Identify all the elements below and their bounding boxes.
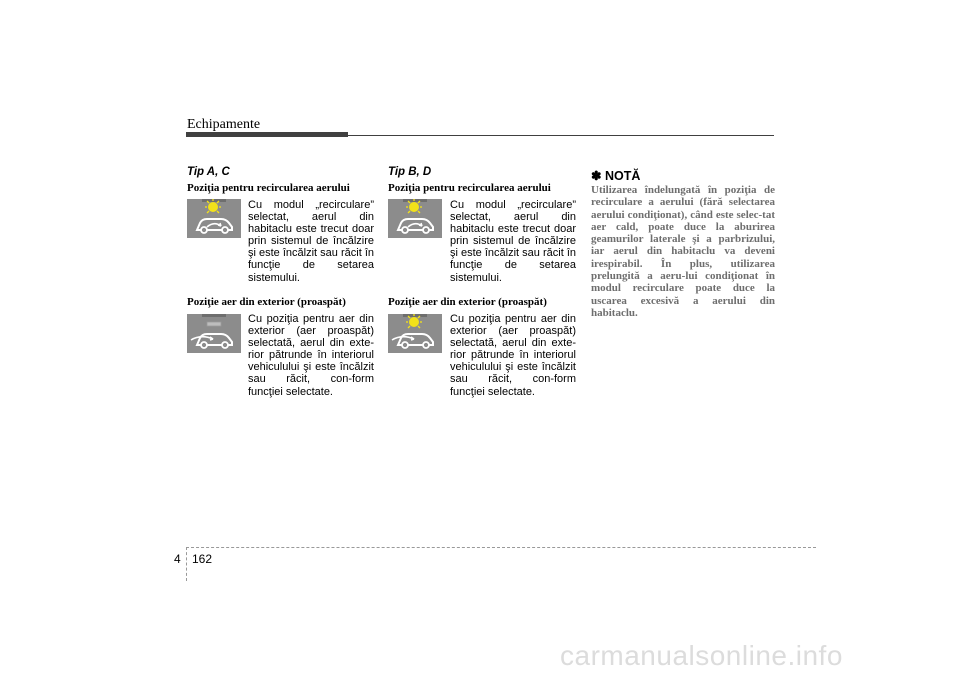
recirculation-text-a: Cu modul „recirculare” selectat, aerul din habitaclu este trecut doar prin sistemul de încălzire şi este încălzit sau răcit în funcţie de setarea sistemului. <box>248 199 374 284</box>
recirculation-text-b: Cu modul „recirculare” selectat, aerul din habitaclu este trecut doar prin sistemul de încălzire şi este încălzit sau răcit în funcţie de setarea sistemului. <box>450 199 576 284</box>
tip-a-c-label: Tip A, C <box>187 166 230 178</box>
watermark: carmanualsonline.info <box>560 640 843 671</box>
fresh-air-heading-a: Poziţie aer din exterior (proaspăt) <box>187 296 346 308</box>
note-body: Utilizarea îndelungată în poziţia de recirculare a aerului (fără selectarea aerului condiţionat), când este selec-tat aer cald, poate duce la aburirea geamurilor laterale şi a parbrizului, iar aerul din habitaclu va deveni irespirabil. În plus, utilizarea prelungită a aeru-lui condiţionat în modul recirculare poate duce la uscarea excesivă a aerului din habitaclu. <box>591 184 775 319</box>
page-number: 162 <box>192 552 213 566</box>
header-bar <box>186 132 348 137</box>
header-rule <box>348 135 774 136</box>
chapter-number: 4 <box>174 552 181 566</box>
footer-rule <box>186 547 816 548</box>
section-title: Echipamente <box>187 117 261 132</box>
fresh-air-heading-b: Poziţie aer din exterior (proaspăt) <box>388 296 547 308</box>
fresh-air-text-b: Cu poziţia pentru aer din exterior (aer proaspăt) selectată, aerul din exte-rior pătrunde în interiorul vehiculului şi este încălzit sau răcit, con-form funcţiei selectate. <box>450 313 576 398</box>
fresh-air-button-icon <box>187 314 241 353</box>
recirculation-heading-a: Poziţia pentru recircularea aerului <box>187 182 350 194</box>
note-title: ✽ NOTĂ <box>591 169 641 183</box>
tip-b-d-label: Tip B, D <box>388 166 432 178</box>
footer-divider <box>186 547 187 581</box>
recirculation-button-icon <box>187 199 241 238</box>
recirculation-button-icon <box>388 199 442 238</box>
fresh-air-text-a: Cu poziţia pentru aer din exterior (aer proaspăt) selectată, aerul din exte-rior pătrunde în interiorul vehiculului şi este încălzit sau răcit, con-form funcţiei selectate. <box>248 313 374 398</box>
recirculation-heading-b: Poziţia pentru recircularea aerului <box>388 182 551 194</box>
fresh-air-button-icon <box>388 314 442 353</box>
